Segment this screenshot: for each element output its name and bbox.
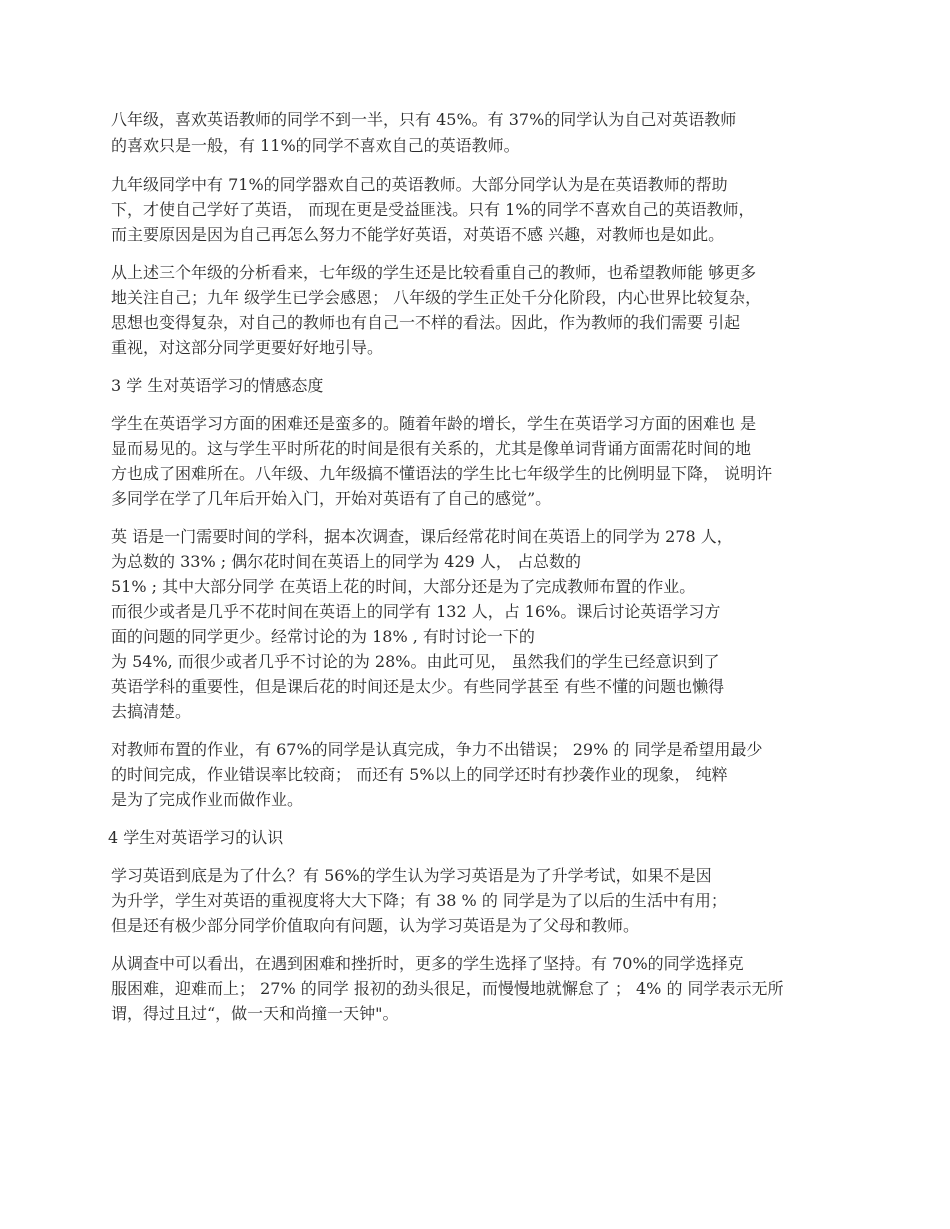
text-line: 学生在英语学习方面的困难还是蛮多的。随着年龄的增长，学生在英语学习方面的困难也 是 — [111, 414, 757, 433]
text-line: 为 54%, 而很少或者几乎不讨论的为 28%。由此可见， 虽然我们的学生已经意识到了 — [111, 652, 720, 671]
text-line: 但是还有极少部分同学价值取向有问题，认为学习英语是为了父母和教师。 — [111, 916, 640, 935]
text-line: 思想也变得复杂，对自己的教师也有自己一不样的看法。因此，作为教师的我们需要 引起 — [111, 313, 741, 332]
text-line: 方也成了困难所在。八年级、九年级搞不懂语法的学生比七年级学生的比例明显下降， 说明许 — [111, 464, 773, 483]
text-line: 下，才使自己学好了英语， 而现在更是受益匪浅。只有 1%的同学不喜欢自己的英语教师， — [111, 200, 755, 219]
text-line: 面的问题的同学更少。经常讨论的为 18% , 有时讨论一下的 — [111, 627, 535, 646]
text-line: 八年级，喜欢英语教师的同学不到一半，只有 45%。有 37%的同学认为自己对英语教师 — [111, 110, 737, 129]
text-line: 英语学科的重要性，但是课后花的时间还是太少。有些同学甚至 有些不懂的问题也懒得 — [111, 677, 725, 696]
text-line: 学习英语到底是为了什么？有 56%的学生认为学习英语是为了升学考试，如果不是因 — [111, 866, 712, 885]
section-heading: 4 学生对英语学习的认识 — [108, 828, 284, 847]
text-line: 地关注自己；九年 级学生已学会感恩； 八年级的学生正处千分化阶段，内心世界比较复杂， — [111, 288, 762, 307]
text-line: 多同学在学了几年后开始入门，开始对英语有了自己的感觉”。 — [111, 489, 552, 508]
text-line: 重视，对这部分同学更要好好地引导。 — [111, 338, 384, 357]
text-line: 为升学，学生对英语的重视度将大大下降；有 38 % 的 同学是为了以后的生活中有用； — [111, 891, 727, 910]
text-line: 英 语是一门需要时间的学科，据本次调查，课后经常花时间在英语上的同学为 278 人， — [111, 527, 733, 546]
text-line: 是为了完成作业而做作业。 — [111, 790, 304, 809]
text-line: 服困难，迎难而上； 27% 的同学 报初的劲头很足，而慢慢地就懈怠了 ； 4% 的 同学表示无所 — [111, 979, 784, 998]
text-line: 为总数的 33% ; 偶尔花时间在英语上的同学为 429 人， 占总数的 — [111, 552, 582, 571]
text-line: 从调查中可以看出，在遇到困难和挫折时，更多的学生选择了坚持。有 70%的同学选择克 — [111, 954, 744, 973]
text-line: 而很少或者是几乎不花时间在英语上的同学有 132 人，占 16%。课后讨论英语学习方 — [111, 602, 721, 621]
section-heading: 3 学 生对英语学习的情感态度 — [111, 376, 324, 395]
text-line: 的喜欢只是一般，有 11%的同学不喜欢自己的英语教师。 — [111, 136, 520, 155]
text-line: 51% ; 其中大部分同学 在英语上花的时间，大部分还是为了完成教师布置的作业。 — [111, 577, 696, 596]
text-line: 显而易见的。这与学生平时所花的时间是很有关系的，尤其是像单词背诵方面需花时间的地 — [111, 439, 752, 458]
text-line: 九年级同学中有 71%的同学器欢自己的英语教师。大部分同学认为是在英语教师的帮助 — [111, 175, 728, 194]
text-line: 从上述三个年级的分析看来，七年级的学生还是比较看重自己的教师，也希望教师能 够更多 — [111, 263, 757, 282]
text-line: 而主要原因是因为自己再怎么努力不能学好英语，对英语不感 兴趣，对教师也是如此。 — [111, 225, 725, 244]
text-line: 的时间完成，作业错误率比较商； 而还有 5%以上的同学还时有抄袭作业的现象， 纯粹 — [111, 765, 728, 784]
text-line: 谓，得过且过“，做一天和尚撞一天钟"。 — [111, 1004, 399, 1023]
text-line: 去搞清楚。 — [111, 702, 192, 721]
text-line: 对教师布置的作业，有 67%的同学是认真完成，争力不出错误； 29% 的 同学是希望用最少 — [111, 740, 763, 759]
